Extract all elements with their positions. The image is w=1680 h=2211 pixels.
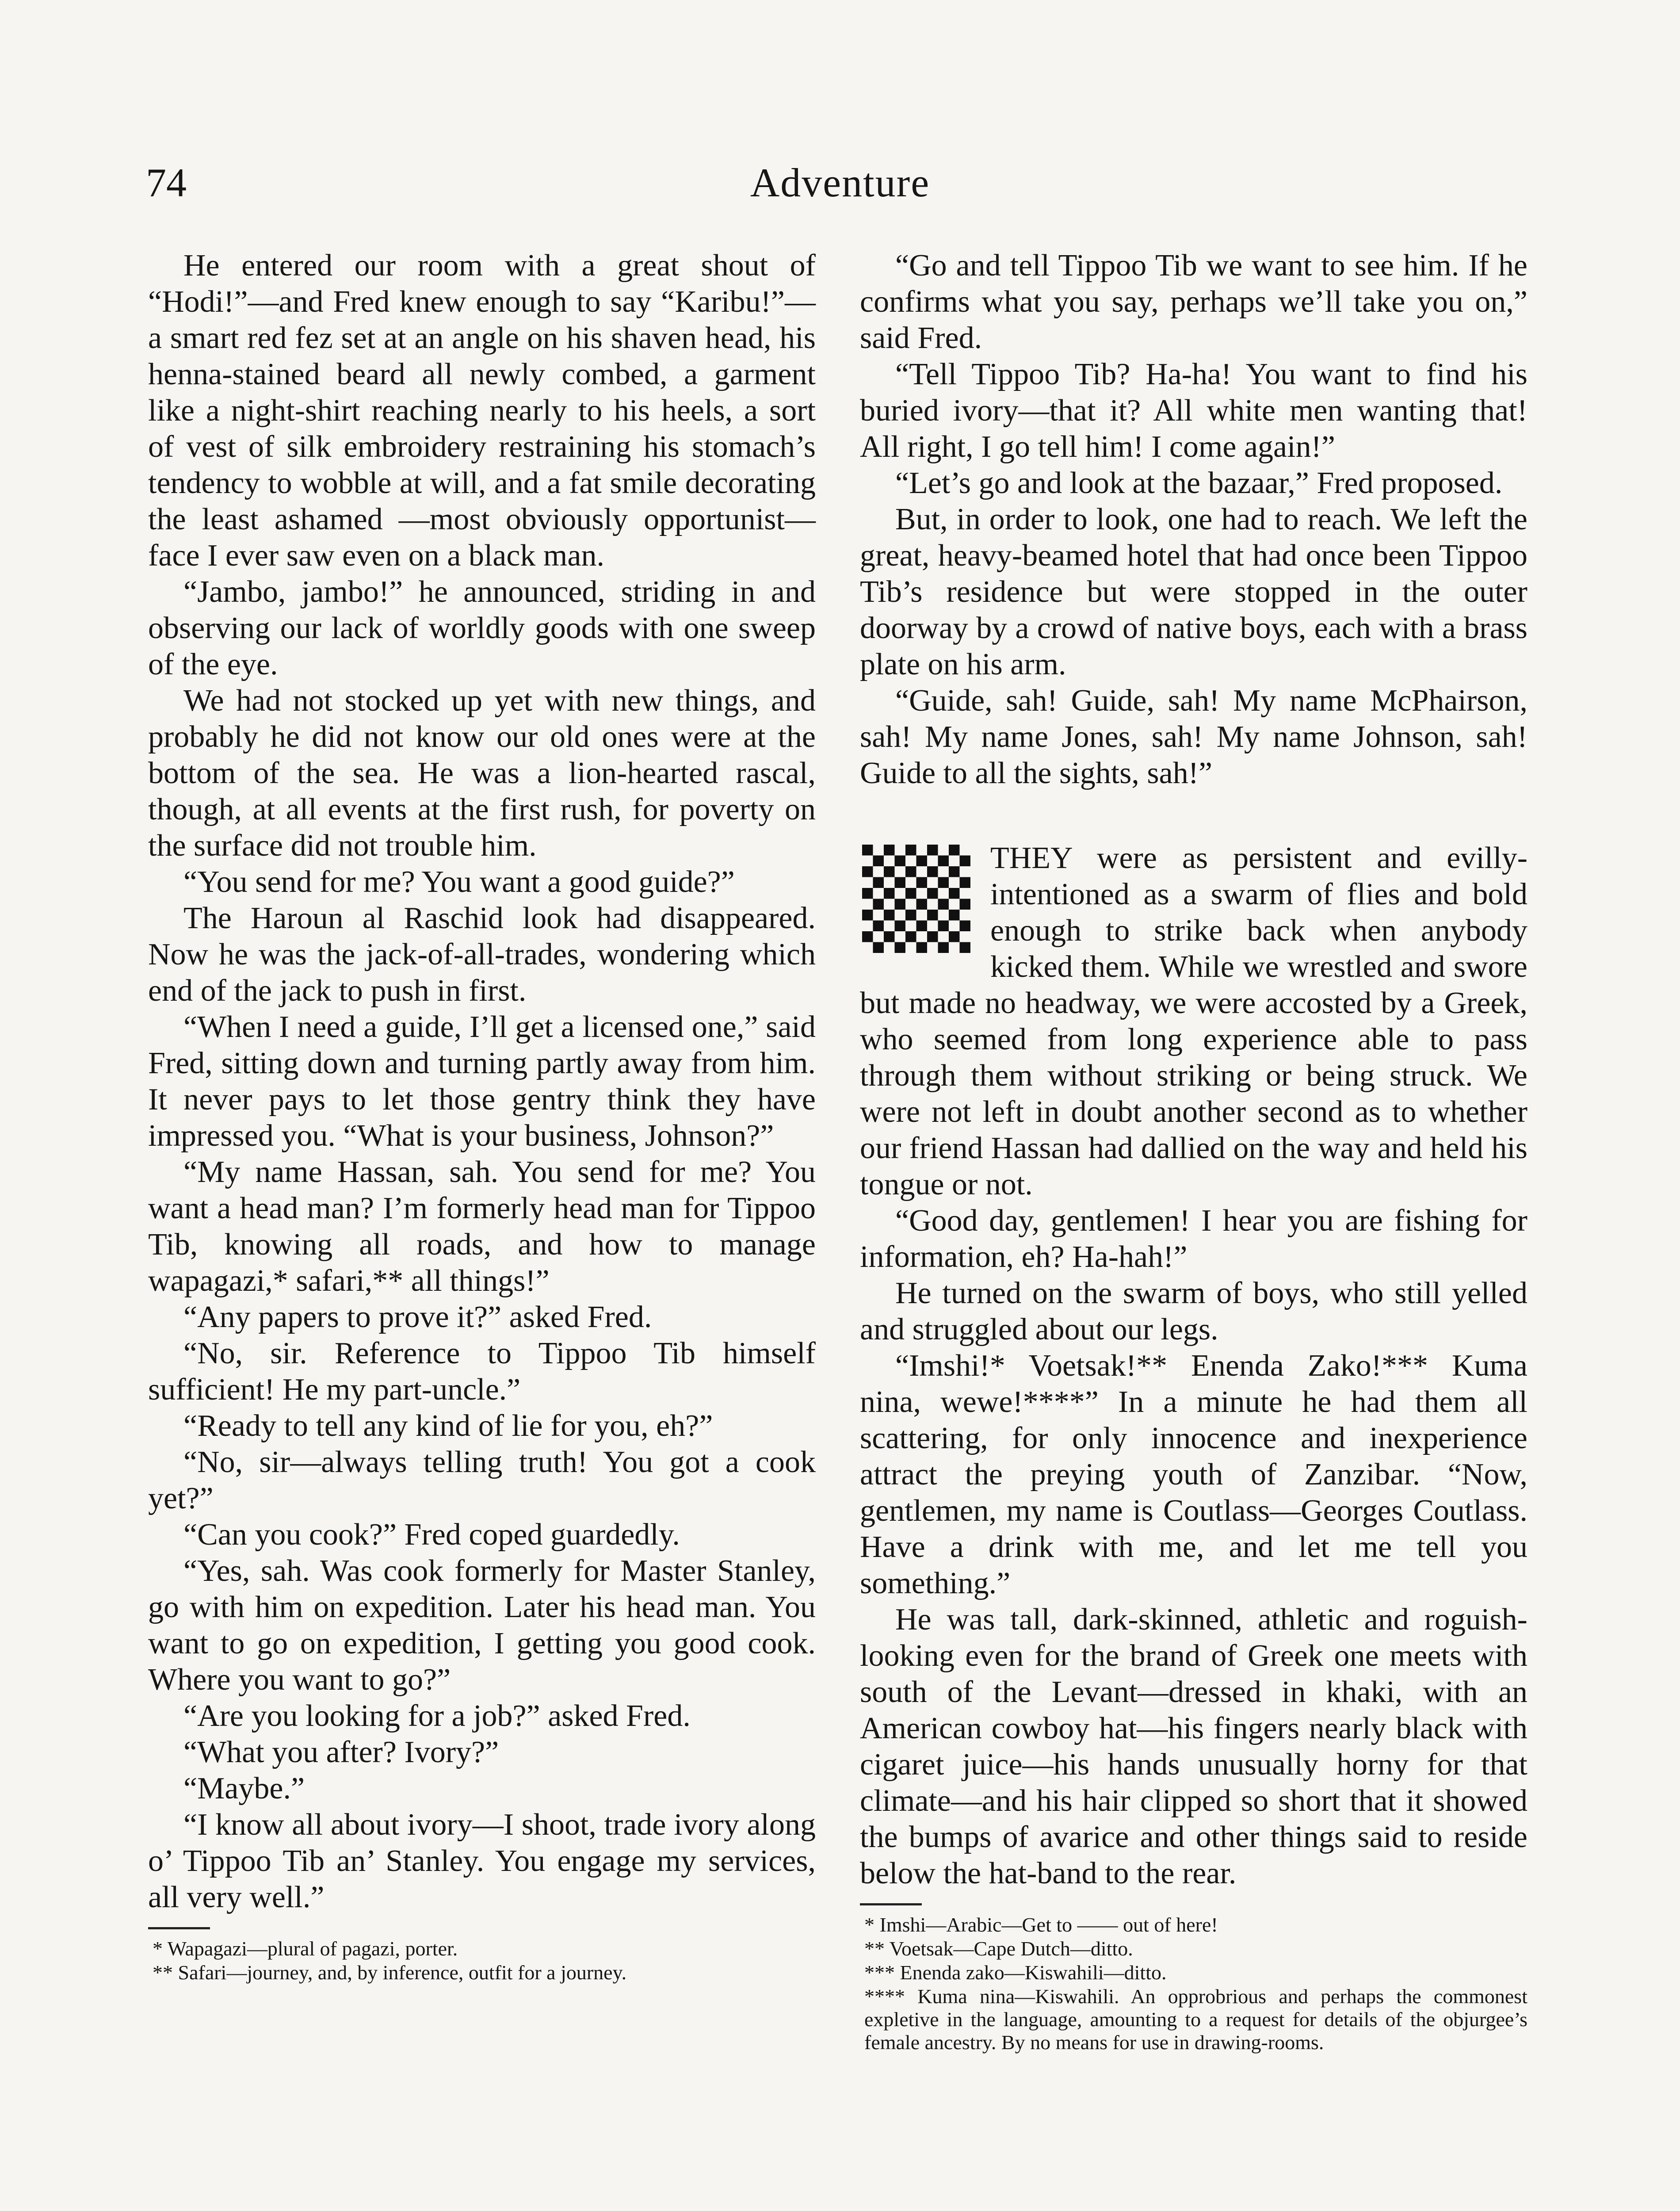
footnote: ** Voetsak—Cape Dutch—ditto.: [864, 1937, 1133, 1960]
paragraph: He was tall, dark-skinned, athletic and roguish-looking even for the brand of Greek one meets with south of the Levant—dressed in khaki, with an American cowboy hat—his fingers nearly black with cigaret juice—his hands unusually horny for that climate—and his hair clipped so short that it showed the bumps of avarice and other things said to reside below the hat-band to the rear.: [860, 1603, 1527, 1890]
footnote: *** Enenda zako—Kiswahili—ditto.: [864, 1961, 1167, 1984]
paragraph: “Good day, gentlemen! I hear you are fishing for information, eh? Ha-hah!”: [860, 1204, 1527, 1274]
paragraph: “I know all about ivory—I shoot, trade ivory along o’ Tippoo Tib an’ Stanley. You engage my services, all very well.”: [148, 1808, 816, 1914]
footnote-rule: [148, 1927, 210, 1929]
paragraph: “What you after? Ivory?”: [183, 1735, 499, 1769]
footnote: * Imshi—Arabic—Get to —— out of here!: [864, 1913, 1218, 1936]
section-opening-paragraph: [860, 840, 1527, 1203]
paragraph: “Go and tell Tippoo Tib we want to see him. If he confirms what you say, perhaps we’ll take you on,” said Fred.: [860, 249, 1527, 355]
footnote: **** Kuma nina—Kiswahili. An opprobrious and perhaps the commonest expletive in the language, amounting to a request for details of the objurgee’s female ancestry. By no means for use in drawing-rooms.: [864, 1985, 1527, 2054]
paragraph: “Yes, sah. Was cook formerly for Master Stanley, go with him on expedition. Later his head man. You want to go on expedition, I getting you good cook. Where you want to go?”: [148, 1554, 816, 1697]
paragraph: “Guide, sah! Guide, sah! My name McPhairson, sah! My name Jones, sah! My name Johnson, sah! Guide to all the sights, sah!”: [860, 684, 1527, 790]
right-column: [860, 248, 1527, 2055]
paragraph: “Tell Tippoo Tib? Ha-ha! You want to find his buried ivory—that it? All white men wanting that! All right, I go tell him! I come again!”: [860, 357, 1527, 464]
footnote: ** Safari—journey, and, by inference, outfit for a journey.: [153, 1961, 627, 1984]
page-header: [0, 159, 1680, 226]
footnote-rule: [860, 1903, 922, 1905]
running-title: Adventure: [750, 160, 930, 205]
footnotes-right: [860, 1913, 1527, 2054]
paragraph: “Any papers to prove it?” asked Fred.: [183, 1300, 652, 1334]
paragraph-text: THEY were as persistent and evilly-intentioned as a swarm of flies and bold enough to strike back when anybody kicked them. While we wrestled and swore but made no headway, we were accosted by a Greek, who seemed from long experience able to pass through them without striking or being struck. We were not left in doubt another second as to whether our friend Hassan had dallied on the way and held his tongue or not.: [860, 841, 1527, 1201]
paragraph: We had not stocked up yet with new things, and probably he did not know our old ones were at the bottom of the sea. He was a lion-hearted rascal, though, at all events at the first rush, for poverty on the surface did not trouble him.: [148, 684, 816, 863]
paragraph: The Haroun al Raschid look had disappeared. Now he was the jack-of-all-trades, wondering which end of the jack to push in first.: [148, 901, 816, 1008]
paragraph: “Maybe.”: [183, 1771, 305, 1806]
paragraph: “Let’s go and look at the bazaar,” Fred proposed.: [895, 466, 1503, 500]
paragraph: But, in order to look, one had to reach. We left the great, heavy-beamed hotel that had once been Tippoo Tib’s residence but were stopped in the outer doorway by a crowd of native boys, each with a brass plate on his arm.: [860, 502, 1527, 681]
paragraph: “Imshi!* Voetsak!** Enenda Zako!*** Kuma nina, wewe!****” In a minute he had them all scattering, for only innocence and inexperience attract the preying youth of Zanzibar. “Now, gentlemen, my name is Coutlass—Georges Coutlass. Have a drink with me, and let me tell you something.”: [860, 1349, 1527, 1600]
paragraph: He entered our room with a great shout of “Hodi!”—and Fred knew enough to say “Karibu!”—a smart red fez set at an angle on his shaven head, his henna-stained beard all newly combed, a garment like a night-shirt reaching nearly to his heels, a sort of vest of silk embroidery restraining his stomach’s tendency to wobble at will, and a fat smile decorating the least ashamed —most obviously opportunist—face I ever saw even on a black man.: [148, 249, 816, 573]
paragraph: “Can you cook?” Fred coped guardedly.: [183, 1518, 680, 1552]
left-column: [148, 248, 816, 1985]
footnotes-left: [148, 1937, 816, 1984]
page-number: 74: [146, 160, 187, 205]
paragraph: “My name Hassan, sah. You send for me? You want a head man? I’m formerly head man for Tippoo Tib, knowing all roads, and how to manage wapagazi,* safari,** all things!”: [148, 1155, 816, 1298]
paragraph: “Ready to tell any kind of lie for you, eh?”: [183, 1409, 713, 1443]
paragraph: “When I need a guide, I’ll get a licensed one,” said Fred, sitting down and turning partly away from him. It never pays to let those gentry think they have impressed you. “What is your business, Johnson?”: [148, 1010, 816, 1153]
paragraph: He turned on the swarm of boys, who still yelled and struggled about our legs.: [860, 1276, 1527, 1346]
paragraph: “Jambo, jambo!” he announced, striding in and observing our lack of worldly goods with one sweep of the eye.: [148, 575, 816, 681]
checkered-ornament-icon: [860, 845, 973, 953]
paragraph: “No, sir—always telling truth! You got a cook yet?”: [148, 1445, 816, 1515]
paragraph: “No, sir. Reference to Tippoo Tib himself sufficient! He my part-uncle.”: [148, 1336, 816, 1407]
paragraph: “You send for me? You want a good guide?”: [183, 865, 735, 899]
paragraph: “Are you looking for a job?” asked Fred.: [183, 1699, 691, 1733]
footnote: * Wapagazi—plural of pagazi, porter.: [153, 1937, 458, 1960]
